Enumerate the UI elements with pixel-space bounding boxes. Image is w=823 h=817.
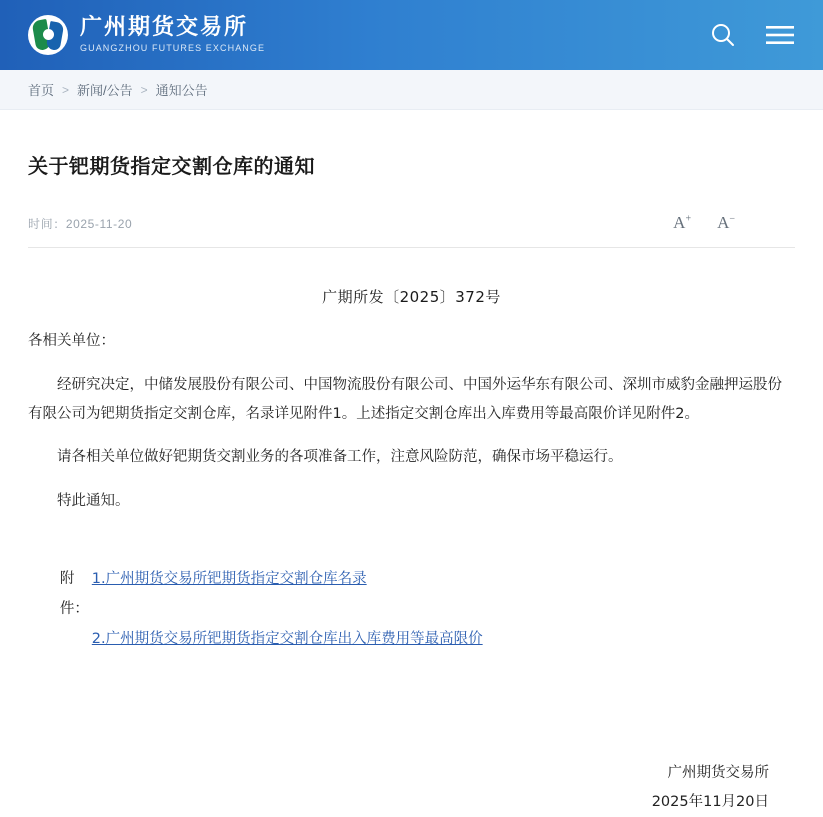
breadcrumb-item-current: 通知公告 bbox=[155, 83, 208, 98]
breadcrumb-item-news[interactable]: 新闻/公告 bbox=[77, 83, 133, 98]
brand-logo[interactable] bbox=[28, 15, 265, 55]
breadcrumb-separator-1: > bbox=[62, 82, 70, 97]
attachments-label: 附件： bbox=[59, 570, 89, 617]
search-icon[interactable] bbox=[709, 21, 737, 49]
header-actions bbox=[709, 21, 795, 49]
breadcrumb-item-home[interactable]: 首页 bbox=[28, 83, 55, 98]
attachment-link-1[interactable]: 1.广州期货交易所钯期货指定交割仓库名录 bbox=[91, 570, 367, 587]
article-container bbox=[0, 150, 823, 817]
font-increase-sup: + bbox=[685, 213, 692, 225]
publish-time-label: 时间： bbox=[28, 216, 66, 231]
hamburger-menu-icon[interactable] bbox=[765, 24, 795, 46]
signature-organization: 广州期货交易所 bbox=[667, 765, 769, 782]
font-decrease-sup: − bbox=[729, 213, 735, 225]
font-decrease-label: A bbox=[717, 213, 730, 232]
article-meta-row bbox=[28, 213, 795, 248]
publish-time bbox=[28, 215, 132, 232]
breadcrumb bbox=[0, 70, 823, 110]
body-paragraph-1: 经研究决定，中储发展股份有限公司、中国物流股份有限公司、中国外运华东有限公司、深圳市威豹金融押运股份有限公司为钯期货指定交割仓库，名录详见附件1。上述指定交割仓库出入库费用等最高限价详见附件2。 bbox=[28, 376, 782, 422]
publish-time-value: 2025-11-20 bbox=[65, 216, 133, 231]
salutation: 各相关单位： bbox=[28, 333, 115, 349]
body-paragraph-2: 请各相关单位做好钯期货交割业务的各项准备工作，注意风险防范，确保市场平稳运行。 bbox=[57, 449, 623, 465]
font-decrease-button[interactable] bbox=[717, 213, 735, 233]
signature-block bbox=[28, 759, 795, 817]
font-increase-label: A bbox=[673, 213, 686, 232]
breadcrumb-separator-2: > bbox=[140, 82, 148, 97]
brand-name-cn: 广州期货交易所 bbox=[80, 15, 249, 40]
font-size-tools bbox=[673, 213, 795, 233]
page-title: 关于钯期货指定交割仓库的通知 bbox=[28, 154, 315, 178]
font-increase-button[interactable] bbox=[673, 213, 691, 233]
exchange-logo-icon bbox=[28, 15, 68, 55]
document-number: 广期所发〔2025〕372号 bbox=[322, 288, 501, 306]
attachment-link-2[interactable]: 2.广州期货交易所钯期货指定交割仓库出入库费用等最高限价 bbox=[91, 631, 483, 648]
brand-name-en: GUANGZHOU FUTURES EXCHANGE bbox=[80, 43, 266, 53]
signature-date: 2025年11月20日 bbox=[651, 794, 769, 811]
body-paragraph-3: 特此通知。 bbox=[57, 492, 130, 509]
site-header bbox=[0, 0, 823, 70]
attachments-section bbox=[28, 564, 795, 686]
attachment-row bbox=[28, 624, 795, 685]
attachment-row bbox=[28, 564, 795, 625]
